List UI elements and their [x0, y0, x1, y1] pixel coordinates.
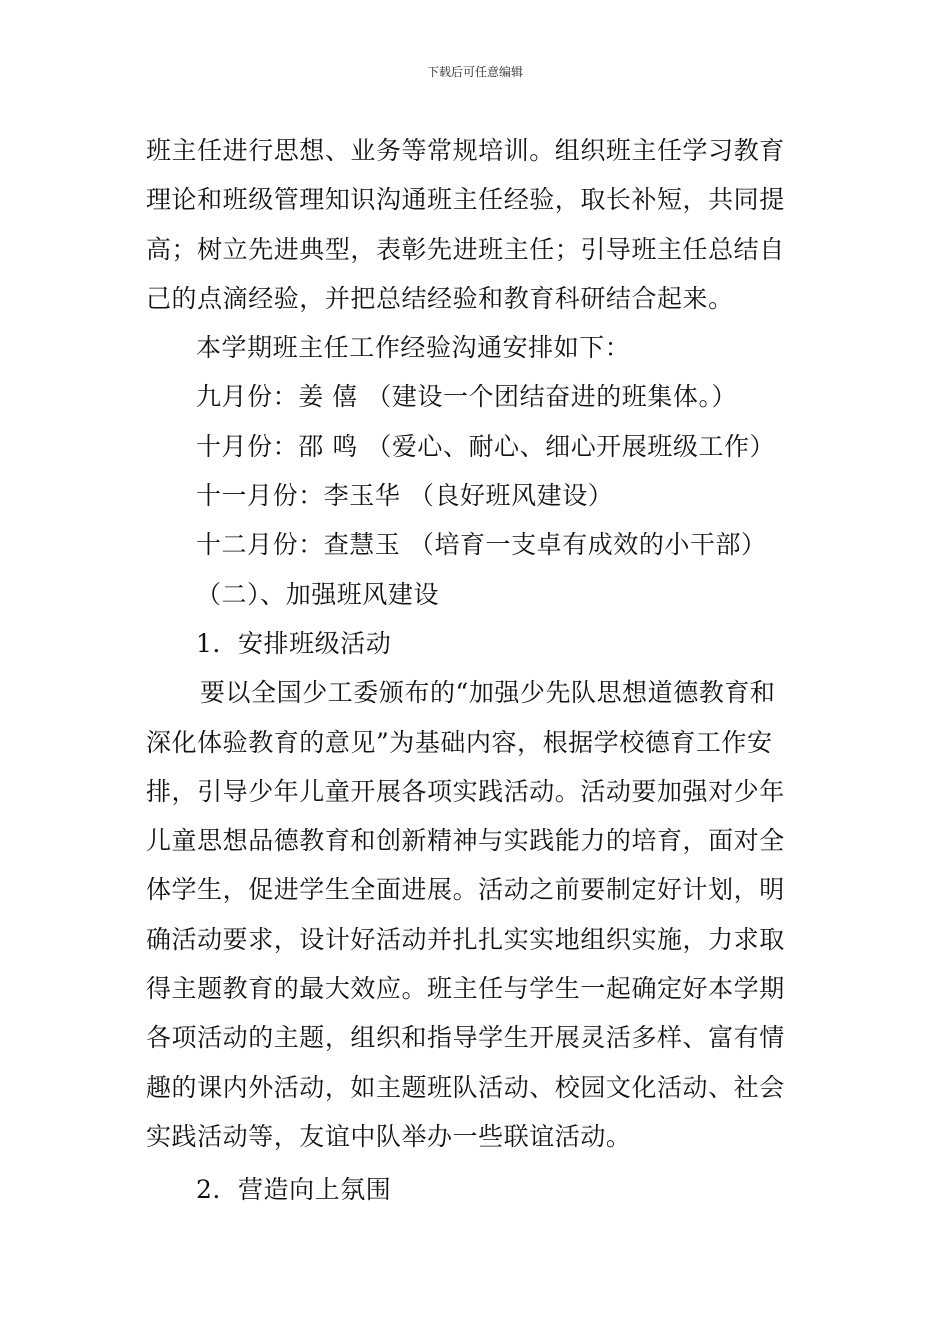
schedule-item-december: 十二月份：查慧玉 （培育一支卓有成效的小干部）	[196, 530, 767, 560]
paragraph-line: 本学期班主任工作经验沟通安排如下：	[196, 333, 631, 363]
paragraph-line: 儿童思想品德教育和创新精神与实践能力的培育，面对全	[146, 826, 785, 856]
paragraph-line: 理论和班级管理知识沟通班主任经验，取长补短，共同提	[146, 185, 785, 215]
paragraph-line: 各项活动的主题，组织和指导学生开展灵活多样、富有情	[146, 1023, 785, 1053]
page-header-note: 下载后可任意编辑	[426, 65, 523, 79]
schedule-item-october: 十月份：邵 鸣 （爱心、耐心、细心开展班级工作）	[196, 431, 776, 461]
paragraph-line: 实践活动等，友谊中队举办一些联谊活动。	[146, 1121, 632, 1151]
paragraph-line: 高；树立先进典型，表彰先进班主任；引导班主任总结自	[146, 234, 785, 264]
paragraph-line: 趣的课内外活动，如主题班队活动、校园文化活动、社会	[146, 1072, 785, 1102]
paragraph-line: 班主任进行思想、业务等常规培训。组织班主任学习教育	[146, 136, 785, 165]
paragraph-line: 排，引导少年儿童开展各项实践活动。活动要加强对少年	[146, 776, 785, 806]
subsection-heading: 1．安排班级活动	[196, 628, 392, 658]
section-heading: （二）、加强班风建设	[196, 579, 440, 609]
schedule-item-november: 十一月份：李玉华 （良好班风建设）	[196, 481, 614, 511]
paragraph-line: 体学生，促进学生全面进展。活动之前要制定好计划，明	[146, 875, 785, 905]
paragraph-line: 己的点滴经验，并把总结经验和教育科研结合起来。	[146, 283, 734, 313]
paragraph-line: 确活动要求，设计好活动并扎扎实实地组织实施，力求取	[146, 924, 785, 954]
subsection-heading: 2．营造向上氛围	[196, 1175, 392, 1205]
paragraph-line: 得主题教育的最大效应。班主任与学生一起确定好本学期	[146, 974, 785, 1004]
paragraph-line: 要以全国少工委颁布的“加强少先队思想道德教育和	[200, 678, 776, 708]
paragraph-line: 深化体验教育的意见”为基础内容，根据学校德育工作安	[146, 727, 773, 757]
schedule-item-september: 九月份：姜 僖 （建设一个团结奋进的班集体。）	[196, 382, 738, 412]
document-body	[146, 126, 814, 1215]
